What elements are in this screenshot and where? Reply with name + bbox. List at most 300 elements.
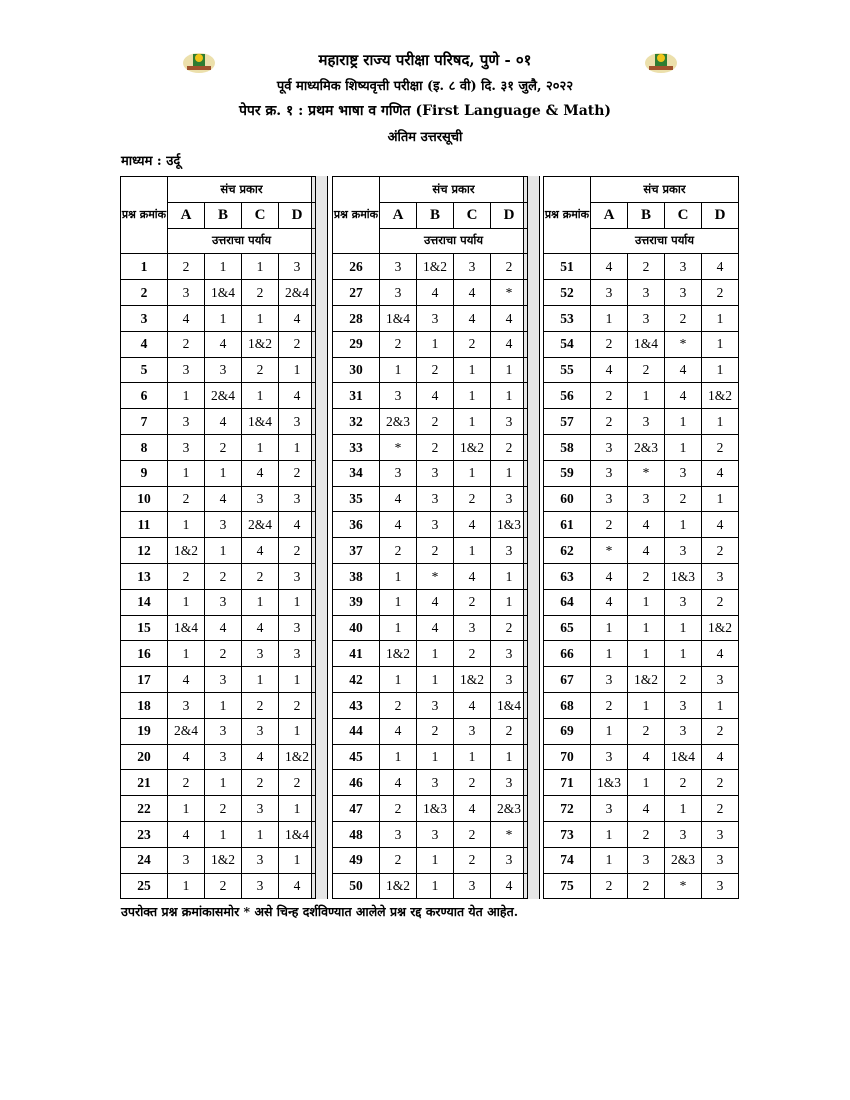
table-row <box>121 331 316 357</box>
table-row <box>333 589 528 615</box>
answer-cell: 3 <box>380 821 417 847</box>
answer-cell: * <box>665 873 702 899</box>
answer-cell: 2 <box>628 357 665 383</box>
header-row <box>544 177 739 203</box>
answer-cell: 1 <box>665 434 702 460</box>
table-row <box>121 254 316 280</box>
answer-cell: 3 <box>591 796 628 822</box>
answer-cell: 3 <box>242 873 279 899</box>
table-row <box>121 589 316 615</box>
answer-cell: 1 <box>665 512 702 538</box>
answer-cell: 1 <box>242 667 279 693</box>
set-label: B <box>205 202 242 228</box>
table-row <box>121 615 316 641</box>
answer-cell: 1 <box>168 589 205 615</box>
answer-cell: 4 <box>380 718 417 744</box>
table-row <box>333 847 528 873</box>
answer-cell: 3 <box>417 486 454 512</box>
table-row <box>121 512 316 538</box>
answer-cell: 4 <box>702 512 739 538</box>
answer-cell: 1 <box>279 847 316 873</box>
answer-cell: 2 <box>628 254 665 280</box>
question-number: 47 <box>333 796 380 822</box>
answer-cell: 4 <box>242 615 279 641</box>
answer-cell: 2 <box>628 821 665 847</box>
table-row <box>121 821 316 847</box>
answer-cell: 4 <box>168 821 205 847</box>
answer-cell: 3 <box>628 847 665 873</box>
question-number: 6 <box>121 383 168 409</box>
answer-cell: 2 <box>205 641 242 667</box>
answer-cell: 4 <box>454 280 491 306</box>
answer-cell: 1 <box>702 692 739 718</box>
answer-cell: 2 <box>242 770 279 796</box>
answer-cell: 1&4 <box>380 305 417 331</box>
answer-cell: 2 <box>454 847 491 873</box>
answer-options-header: उत्तराचा पर्याय <box>591 228 739 254</box>
table-row <box>544 615 739 641</box>
answer-cell: 3 <box>242 796 279 822</box>
answer-cell: 4 <box>454 563 491 589</box>
answer-cell: 1&3 <box>417 796 454 822</box>
question-number: 41 <box>333 641 380 667</box>
answer-cell: 1&2 <box>205 847 242 873</box>
answer-cell: 2 <box>702 434 739 460</box>
answer-cell: 4 <box>380 512 417 538</box>
answer-cell: 4 <box>665 357 702 383</box>
table-row <box>333 770 528 796</box>
answer-cell: 3 <box>279 409 316 435</box>
answer-cell: 2 <box>665 486 702 512</box>
answer-cell: 1&3 <box>591 770 628 796</box>
answer-cell: 2 <box>591 331 628 357</box>
answer-cell: 3 <box>702 873 739 899</box>
answer-cell: 2&3 <box>665 847 702 873</box>
answer-cell: 1 <box>205 770 242 796</box>
answer-cell: 2&3 <box>491 796 528 822</box>
answer-cell: 1 <box>417 667 454 693</box>
answer-cell: 1 <box>491 744 528 770</box>
question-number: 8 <box>121 434 168 460</box>
question-number: 74 <box>544 847 591 873</box>
answer-cell: 4 <box>417 589 454 615</box>
question-number: 54 <box>544 331 591 357</box>
table-row <box>333 280 528 306</box>
answer-cell: 4 <box>205 331 242 357</box>
answer-cell: 3 <box>628 409 665 435</box>
table-row <box>333 615 528 641</box>
answer-cell: 4 <box>591 589 628 615</box>
answer-cell: 2 <box>702 589 739 615</box>
answer-cell: 2&3 <box>628 434 665 460</box>
answer-cell: 4 <box>380 770 417 796</box>
table-row <box>333 486 528 512</box>
question-number: 22 <box>121 796 168 822</box>
answer-cell: 1&2 <box>380 873 417 899</box>
question-number: 37 <box>333 538 380 564</box>
table-row <box>544 538 739 564</box>
answer-cell: 4 <box>417 383 454 409</box>
answer-cell: 1&2 <box>702 383 739 409</box>
question-number: 13 <box>121 563 168 589</box>
question-number: 44 <box>333 718 380 744</box>
answer-cell: 2 <box>168 563 205 589</box>
question-number: 24 <box>121 847 168 873</box>
answer-cell: 2 <box>665 770 702 796</box>
answer-cell: 1&2 <box>702 615 739 641</box>
answer-cell: 1 <box>665 641 702 667</box>
answer-cell: 2 <box>628 873 665 899</box>
question-number: 43 <box>333 692 380 718</box>
answer-cell: 2 <box>205 563 242 589</box>
answer-cell: 3 <box>168 692 205 718</box>
table-row <box>121 692 316 718</box>
answer-cell: 3 <box>665 821 702 847</box>
table-row <box>544 383 739 409</box>
answer-cell: 4 <box>380 486 417 512</box>
cancelled-questions-note: उपरोक्त प्रश्न क्रमांकासमोर * असे चिन्ह दर्शविण्यात आलेले प्रश्न रद्द करण्यात येत आहेत. <box>121 904 519 919</box>
answer-cell: 3 <box>702 563 739 589</box>
answer-cell: 3 <box>205 744 242 770</box>
question-number: 46 <box>333 770 380 796</box>
table-row <box>121 718 316 744</box>
table-row <box>121 357 316 383</box>
answer-cell: 3 <box>279 254 316 280</box>
table-row <box>544 254 739 280</box>
answer-cell: 1 <box>591 305 628 331</box>
set-type-header: संच प्रकार <box>168 177 316 203</box>
answer-cell: 3 <box>380 280 417 306</box>
answer-cell: 2 <box>279 538 316 564</box>
answer-cell: 3 <box>591 434 628 460</box>
answer-key-title: अंतिम उत्तरसूची <box>387 130 463 145</box>
answer-cell: 4 <box>454 512 491 538</box>
question-number: 7 <box>121 409 168 435</box>
answer-cell: 3 <box>665 460 702 486</box>
answer-cell: 1 <box>279 434 316 460</box>
answer-cell: 2 <box>591 873 628 899</box>
question-number: 14 <box>121 589 168 615</box>
answer-cell: 4 <box>279 383 316 409</box>
answer-cell: 1&3 <box>491 512 528 538</box>
answer-cell: 1 <box>279 589 316 615</box>
table-row <box>333 512 528 538</box>
answer-cell: 1 <box>417 331 454 357</box>
answer-options-header: उत्तराचा पर्याय <box>380 228 528 254</box>
answer-cell: 2 <box>628 563 665 589</box>
answer-cell: 1 <box>454 357 491 383</box>
answer-cell: 2 <box>702 770 739 796</box>
answer-cell: * <box>628 460 665 486</box>
question-number: 38 <box>333 563 380 589</box>
table-row <box>544 589 739 615</box>
table-row <box>333 692 528 718</box>
answer-cell: * <box>491 280 528 306</box>
question-number: 20 <box>121 744 168 770</box>
answer-cell: 4 <box>491 873 528 899</box>
table-row <box>121 796 316 822</box>
answer-cell: 1 <box>628 692 665 718</box>
table-row <box>333 744 528 770</box>
answer-cell: 1 <box>591 821 628 847</box>
table-row <box>544 331 739 357</box>
table-row <box>544 280 739 306</box>
table-row <box>544 692 739 718</box>
answer-cell: 1 <box>417 744 454 770</box>
answer-cell: 3 <box>380 383 417 409</box>
answer-cell: 2 <box>242 357 279 383</box>
set-label: C <box>242 202 279 228</box>
answer-cell: 1 <box>205 305 242 331</box>
answer-cell: 1 <box>491 383 528 409</box>
answer-cell: 4 <box>279 512 316 538</box>
answer-cell: 2 <box>279 692 316 718</box>
answer-cell: 1&4 <box>242 409 279 435</box>
table-row <box>333 641 528 667</box>
question-number: 71 <box>544 770 591 796</box>
answer-cell: 1 <box>380 615 417 641</box>
answer-cell: 4 <box>454 796 491 822</box>
paper-title: पेपर क्र. १ : प्रथम भाषा व गणित (First Language & Math) <box>238 103 612 119</box>
answer-cell: 1 <box>454 460 491 486</box>
question-number: 34 <box>333 460 380 486</box>
answer-cell: 3 <box>417 770 454 796</box>
answer-cell: 3 <box>417 460 454 486</box>
answer-cell: 1 <box>491 460 528 486</box>
table-row <box>333 460 528 486</box>
answer-cell: 3 <box>591 460 628 486</box>
table-row <box>544 512 739 538</box>
answer-options-header: उत्तराचा पर्याय <box>168 228 316 254</box>
set-label: D <box>702 202 739 228</box>
answer-cell: 1 <box>417 873 454 899</box>
answer-cell: 2 <box>628 718 665 744</box>
answer-cell: 1 <box>491 357 528 383</box>
answer-cell: 3 <box>628 305 665 331</box>
set-label: C <box>665 202 702 228</box>
answer-cell: 3 <box>491 538 528 564</box>
answer-cell: 4 <box>491 305 528 331</box>
answer-cell: 2 <box>279 460 316 486</box>
question-number: 45 <box>333 744 380 770</box>
answer-cell: 1&2 <box>454 667 491 693</box>
answer-cell: 3 <box>665 718 702 744</box>
answer-cell: 1 <box>491 563 528 589</box>
question-number: 70 <box>544 744 591 770</box>
set-label: A <box>591 202 628 228</box>
answer-cell: 4 <box>591 563 628 589</box>
question-number: 15 <box>121 615 168 641</box>
answer-cell: 2 <box>454 331 491 357</box>
answer-cell: 1 <box>702 486 739 512</box>
answer-cell: 2 <box>380 796 417 822</box>
answer-cell: 2 <box>702 718 739 744</box>
answer-cell: 3 <box>417 821 454 847</box>
answer-cell: 1 <box>702 409 739 435</box>
question-number: 42 <box>333 667 380 693</box>
table-row <box>121 641 316 667</box>
answer-cell: 3 <box>454 873 491 899</box>
answer-cell: 2 <box>454 641 491 667</box>
answer-cell: 3 <box>591 667 628 693</box>
question-number: 19 <box>121 718 168 744</box>
answer-table-3 <box>543 176 739 899</box>
answer-table-1 <box>120 176 316 899</box>
answer-cell: 2 <box>591 383 628 409</box>
answer-cell: 1&4 <box>279 821 316 847</box>
question-number: 3 <box>121 305 168 331</box>
answer-cell: 3 <box>665 538 702 564</box>
answer-cell: 1 <box>628 641 665 667</box>
question-number: 25 <box>121 873 168 899</box>
answer-cell: 2 <box>702 796 739 822</box>
answer-cell: 1 <box>242 589 279 615</box>
answer-cell: 1 <box>417 641 454 667</box>
question-number: 63 <box>544 563 591 589</box>
answer-cell: 1 <box>454 383 491 409</box>
table-row <box>333 434 528 460</box>
answer-cell: 1 <box>168 512 205 538</box>
table-row <box>544 434 739 460</box>
answer-cell: 3 <box>491 409 528 435</box>
answer-cell: 2 <box>491 434 528 460</box>
set-label: A <box>168 202 205 228</box>
answer-cell: 3 <box>242 641 279 667</box>
answer-cell: 4 <box>205 486 242 512</box>
answer-cell: 1 <box>242 434 279 460</box>
answer-cell: 1 <box>242 821 279 847</box>
table-row <box>121 873 316 899</box>
question-number: 73 <box>544 821 591 847</box>
set-label: A <box>380 202 417 228</box>
table-row <box>121 460 316 486</box>
answer-cell: 3 <box>665 254 702 280</box>
question-number: 75 <box>544 873 591 899</box>
answer-cell: 2 <box>380 538 417 564</box>
answer-cell: 1 <box>702 331 739 357</box>
answer-cell: 1 <box>628 615 665 641</box>
question-number: 10 <box>121 486 168 512</box>
answer-cell: 1 <box>591 641 628 667</box>
answer-cell: 3 <box>665 692 702 718</box>
answer-cell: 3 <box>491 770 528 796</box>
answer-cell: 2 <box>380 847 417 873</box>
question-number: 31 <box>333 383 380 409</box>
answer-cell: * <box>417 563 454 589</box>
answer-cell: 2&4 <box>242 512 279 538</box>
answer-cell: 2 <box>380 692 417 718</box>
answer-cell: 3 <box>168 847 205 873</box>
answer-cell: 2 <box>665 305 702 331</box>
answer-cell: 2 <box>417 434 454 460</box>
answer-cell: 4 <box>205 615 242 641</box>
answer-cell: 3 <box>205 667 242 693</box>
table-row <box>544 770 739 796</box>
answer-cell: 1 <box>279 667 316 693</box>
answer-cell: 3 <box>242 847 279 873</box>
question-number: 68 <box>544 692 591 718</box>
answer-cell: 2 <box>168 486 205 512</box>
set-label: B <box>417 202 454 228</box>
answer-cell: 1 <box>628 383 665 409</box>
question-number: 4 <box>121 331 168 357</box>
answer-cell: 4 <box>702 254 739 280</box>
answer-cell: 1 <box>168 383 205 409</box>
set-label: D <box>491 202 528 228</box>
answer-cell: 1 <box>380 589 417 615</box>
answer-cell: 3 <box>205 357 242 383</box>
answer-cell: 1 <box>279 718 316 744</box>
answer-cell: 1 <box>454 538 491 564</box>
answer-cell: 3 <box>279 486 316 512</box>
answer-cell: 2 <box>665 667 702 693</box>
answer-cell: 4 <box>279 305 316 331</box>
answer-cell: 1 <box>417 847 454 873</box>
answer-cell: 1&4 <box>491 692 528 718</box>
answer-cell: 1 <box>454 409 491 435</box>
answer-cell: * <box>665 331 702 357</box>
question-number: 59 <box>544 460 591 486</box>
answer-cell: 3 <box>168 434 205 460</box>
answer-cell: 2 <box>205 796 242 822</box>
answer-cell: 1 <box>380 563 417 589</box>
table-row <box>544 641 739 667</box>
answer-cell: 2 <box>168 770 205 796</box>
question-number: 60 <box>544 486 591 512</box>
answer-cell: 2&3 <box>380 409 417 435</box>
table-row <box>544 409 739 435</box>
set-type-header: संच प्रकार <box>380 177 528 203</box>
answer-cell: 4 <box>628 796 665 822</box>
answer-cell: 2 <box>417 718 454 744</box>
answer-cell: 2 <box>491 254 528 280</box>
question-number: 50 <box>333 873 380 899</box>
question-number: 17 <box>121 667 168 693</box>
answer-cell: 3 <box>279 615 316 641</box>
answer-cell: 3 <box>242 718 279 744</box>
answer-cell: 4 <box>168 667 205 693</box>
question-number: 64 <box>544 589 591 615</box>
answer-cell: 3 <box>665 589 702 615</box>
answer-cell: 3 <box>205 512 242 538</box>
answer-cell: 4 <box>168 744 205 770</box>
exam-title: पूर्व माध्यमिक शिष्यवृत्ती परीक्षा (इ. ८ वी) दि. ३१ जुलै, २०२२ <box>276 79 574 94</box>
answer-cell: 2&4 <box>168 718 205 744</box>
answer-cell: 3 <box>702 667 739 693</box>
answer-cell: 3 <box>168 280 205 306</box>
answer-cell: 4 <box>702 744 739 770</box>
answer-cell: 1 <box>591 847 628 873</box>
answer-cell: 4 <box>591 254 628 280</box>
answer-cell: 3 <box>702 821 739 847</box>
table-row <box>333 331 528 357</box>
table-row <box>544 718 739 744</box>
table-row <box>121 563 316 589</box>
answer-cell: 3 <box>628 486 665 512</box>
answer-cell: 2 <box>702 280 739 306</box>
answer-cell: 2 <box>279 331 316 357</box>
answer-cell: 3 <box>628 280 665 306</box>
answer-cell: 4 <box>242 744 279 770</box>
question-number: 35 <box>333 486 380 512</box>
question-number-header: प्रश्न क्रमांक <box>544 177 591 254</box>
table-row <box>121 847 316 873</box>
answer-cell: 1&2 <box>168 538 205 564</box>
answer-cell: 3 <box>417 692 454 718</box>
table-row <box>121 770 316 796</box>
table-row <box>544 667 739 693</box>
question-number: 40 <box>333 615 380 641</box>
